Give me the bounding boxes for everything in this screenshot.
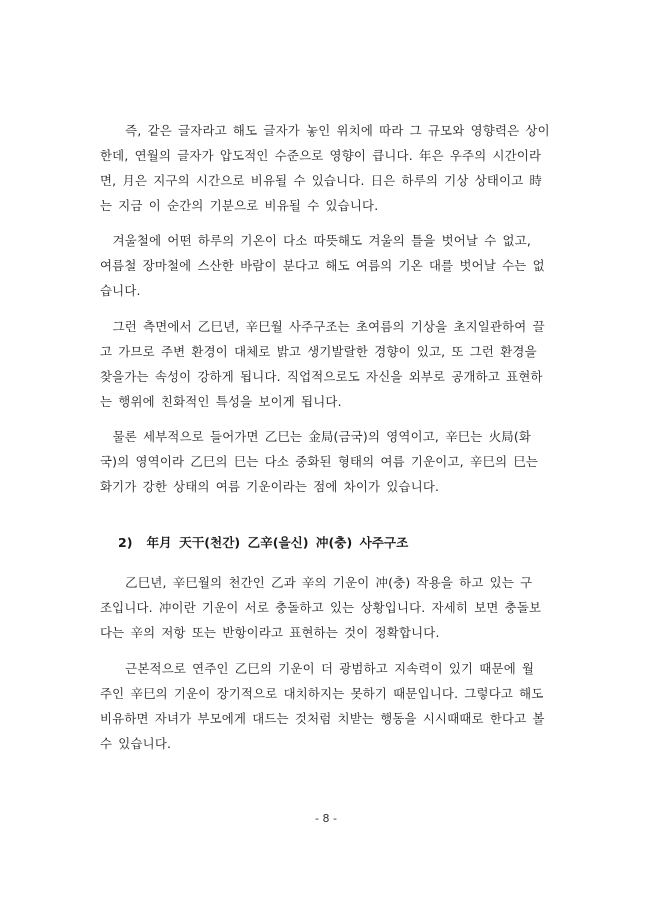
page-number: - 8 - [315,812,337,825]
text-line: 수 있습니다. [100,736,172,751]
paragraph-clash-description [100,570,542,645]
text-line: 근본적으로 연주인 乙巳의 기운이 더 광범하고 지속력이 있기 때문에 월 [100,661,535,676]
text-line: 물론 세부적으로 들어가면 乙巳는 金局(금국)의 영역이고, 辛巳는 火局(화 [100,429,532,444]
paragraph-detail-differences [100,424,539,499]
text-line: 주인 辛巳의 기운이 장기적으로 대치하지는 못하기 때문입니다. 그렇다고 해도 [100,686,544,701]
text-line: 는 지금 이 순간의 기분으로 비유될 수 있습니다. [100,198,379,213]
text-line: 고 가므로 주변 환경이 대체로 밝고 생기발랄한 경향이 있고, 또 그런 환경을 [100,344,537,359]
text-line: 습니다. [100,283,141,298]
paragraph-year-month-influence [100,118,550,218]
text-line: 면, 月은 지구의 시간으로 비유될 수 있습니다. 日은 하루의 기상 상태이고 時 [100,173,543,188]
paragraph-clash-explanation [100,656,545,756]
paragraph-early-summer-structure [100,314,545,414]
text-line: 조입니다. 冲이란 기운이 서로 충돌하고 있는 상황입니다. 자세히 보면 충돌보 [100,600,542,615]
section-title: 年月 天干(천간) 乙辛(을신) 冲(충) 사주구조 [146,535,409,550]
text-line: 乙巳년, 辛巳월의 천간인 乙과 辛의 기운이 冲(충) 작용을 하고 있는 구 [100,575,533,590]
text-line: 겨울철에 어떤 하루의 기온이 다소 따뜻해도 겨울의 틀을 벗어날 수 없고, [100,233,532,248]
text-line: 즉, 같은 글자라고 해도 글자가 놓인 위치에 따라 그 규모와 영향력은 상이 [100,123,550,138]
text-line: 다는 辛의 저항 또는 반항이라고 표현하는 것이 정확합니다. [100,625,440,640]
section-heading [118,532,408,554]
text-line: 는 행위에 친화적인 특성을 보이게 됩니다. [100,394,342,409]
text-line: 한데, 연월의 글자가 압도적인 수준으로 영향이 큽니다. 年은 우주의 시간이라 [100,148,542,163]
text-line: 찾을가는 속성이 강하게 됩니다. 직업적으로도 자신을 외부로 공개하고 표현하 [100,369,543,384]
paragraph-season-analogy [100,228,545,303]
text-line: 여름철 장마철에 스산한 바람이 분다고 해도 여름의 기온 대를 벗어날 수는 없 [100,258,545,273]
text-line: 비유하면 자녀가 부모에게 대드는 것처럼 치받는 행동을 시시때때로 한다고 볼 [100,711,545,726]
section-number: 2) [118,535,133,550]
text-line: 화기가 강한 상태의 여름 기운이라는 점에 차이가 있습니다. [100,479,440,494]
text-line: 국)의 영역이라 乙巳의 巳는 다소 중화된 형태의 여름 기운이고, 辛巳의 巳는 [100,454,539,469]
text-line: 그런 측면에서 乙巳년, 辛巳월 사주구조는 초여름의 기상을 초지일관하여 끌 [100,319,545,334]
